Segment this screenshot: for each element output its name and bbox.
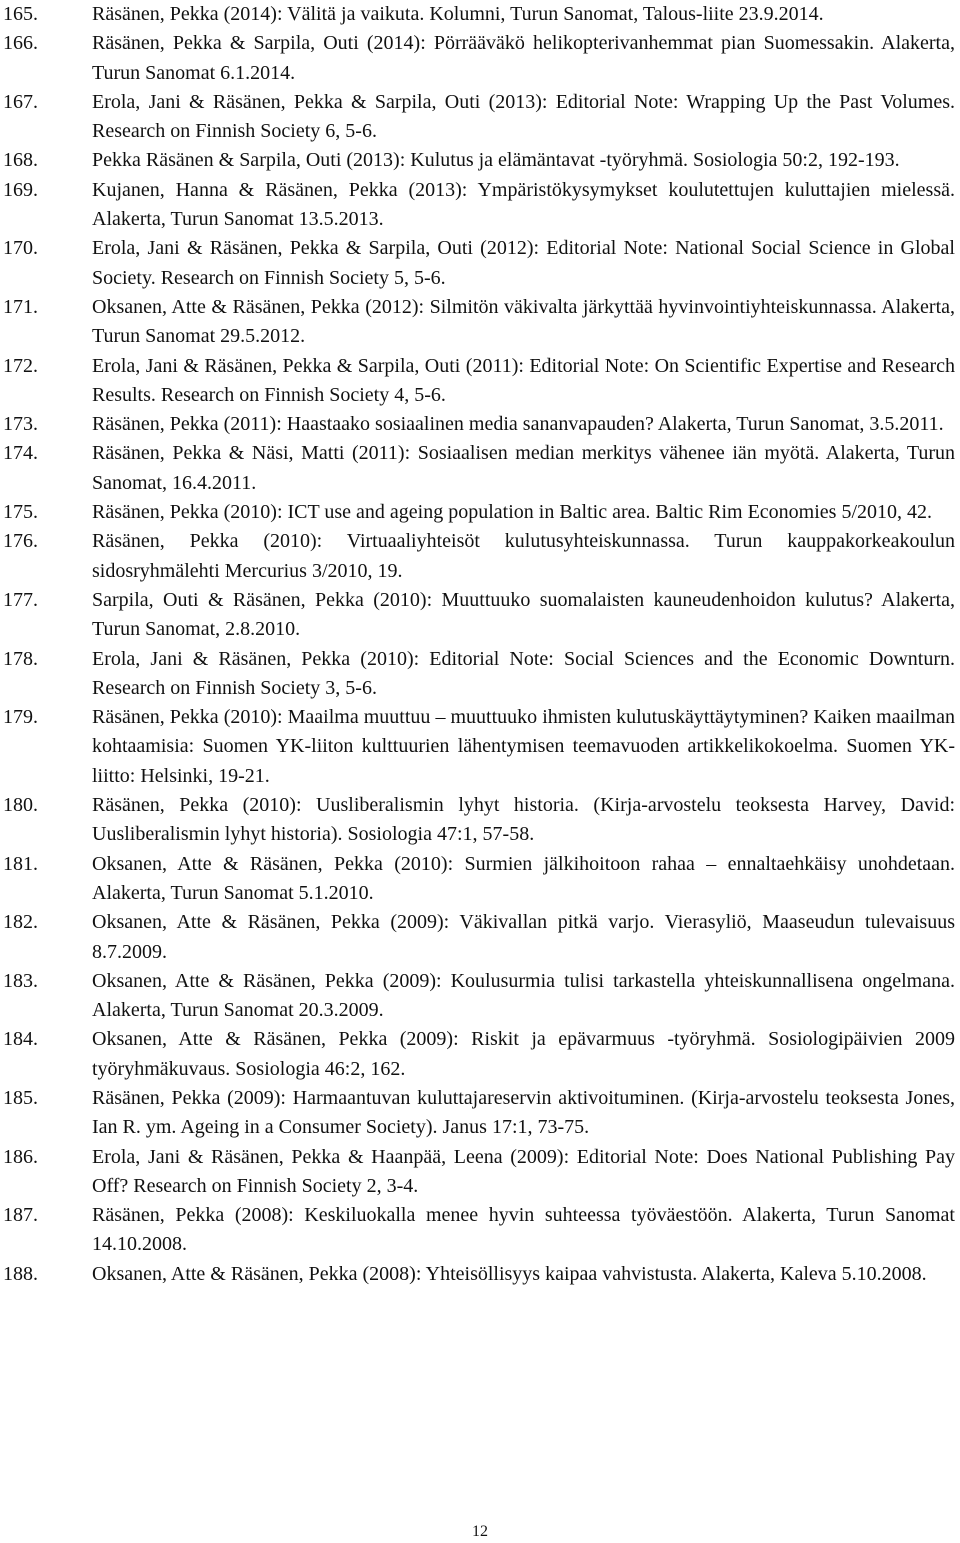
reference-text: Räsänen, Pekka & Näsi, Matti (2011): Sosiaalisen median merkitys vähenee iän myötä. Alakerta, Turun Sanomat, 16.4.2011. [92,442,955,494]
reference-number: 174. [3,442,38,465]
reference-item [3,498,955,527]
reference-text: Sarpila, Outi & Räsänen, Pekka (2010): Muuttuuko suomalaisten kauneudenhoidon kulutus? Alakerta, Turun Sanomat, 2.8.2010. [92,588,955,641]
reference-number: 166. [3,32,38,55]
reference-number: 179. [3,706,38,729]
reference-item [3,791,955,850]
reference-number: 169. [3,178,38,201]
reference-text: Räsänen, Pekka (2010): Uusliberalismin lyhyt historia. (Kirja-arvostelu teoksesta Harvey, David: Uusliberalismin lyhyt historia). Sosiologia 47:1, 57-58. [92,794,955,846]
reference-number: 171. [3,295,38,318]
reference-number: 165. [3,3,38,25]
reference-item [3,352,955,411]
reference-number: 186. [3,1145,38,1168]
reference-number: 177. [3,588,38,611]
reference-item [3,410,955,439]
reference-text: Oksanen, Atte & Räsänen, Pekka (2009): Väkivallan pitkä varjo. Vierasyliö, Maaseudun tulevaisuus 8.7.2009. [92,911,955,963]
reference-text: Erola, Jani & Räsänen, Pekka & Sarpila, Outi (2012): Editorial Note: National Social Science in Global Society. Research on Finnish Society 5, 5-6. [92,237,955,289]
reference-item [3,293,955,352]
reference-number: 187. [3,1204,38,1227]
reference-text: Oksanen, Atte & Räsänen, Pekka (2012): Silmitön väkivalta järkyttää hyvinvointiyhteiskunnassa. Alakerta, Turun Sanomat 29.5.2012. [92,295,955,348]
reference-number: 178. [3,647,38,670]
reference-text: Räsänen, Pekka (2011): Haastaako sosiaalinen media sananvapauden? Alakerta, Turun Sanomat, 3.5.2011. [92,413,944,436]
reference-item [3,146,955,175]
reference-number: 183. [3,969,38,992]
reference-item [3,1201,955,1260]
reference-item [3,439,955,498]
reference-number: 172. [3,354,38,377]
reference-item [3,1143,955,1202]
reference-item [3,1084,955,1143]
reference-number: 184. [3,1028,38,1051]
reference-text: Oksanen, Atte & Räsänen, Pekka (2009): Koulusurmia tulisi tarkastella yhteiskunnallisena ongelmana. Alakerta, Turun Sanomat 20.3.2009. [92,969,955,1022]
reference-item [3,908,955,967]
reference-text: Kujanen, Hanna & Räsänen, Pekka (2013): Ympäristökysymykset koulutettujen kuluttajien mielessä. Alakerta, Turun Sanomat 13.5.2013. [92,178,955,231]
reference-item [3,850,955,909]
reference-text: Räsänen, Pekka (2010): Virtuaaliyhteisöt kulutusyhteiskunnassa. Turun kauppakorkeakoulun sidosryhmälehti Mercurius 3/2010, 19. [92,530,955,582]
reference-item [3,234,955,293]
reference-text: Erola, Jani & Räsänen, Pekka (2010): Editorial Note: Social Sciences and the Economic Downturn. Research on Finnish Society 3, 5-6. [92,647,955,699]
reference-item [3,0,955,29]
reference-list [3,0,955,1289]
reference-item [3,586,955,645]
reference-item [3,1025,955,1084]
reference-item [3,703,955,791]
reference-text: Oksanen, Atte & Räsänen, Pekka (2010): Surmien jälkihoitoon rahaa – ennaltaehkäisy unohdetaan. Alakerta, Turun Sanomat 5.1.2010. [92,852,955,904]
reference-number: 167. [3,90,38,113]
reference-number: 176. [3,530,38,553]
reference-text: Pekka Räsänen & Sarpila, Outi (2013): Kulutus ja elämäntavat -työryhmä. Sosiologia 50:2, 192-193. [92,149,900,172]
page-number: 12 [472,1523,488,1540]
reference-number: 175. [3,501,38,524]
reference-text: Räsänen, Pekka (2014): Välitä ja vaikuta. Kolumni, Turun Sanomat, Talous-liite 23.9.2014. [92,3,824,25]
reference-number: 170. [3,237,38,260]
reference-text: Erola, Jani & Räsänen, Pekka & Haanpää, Leena (2009): Editorial Note: Does National Publishing Pay Off? Research on Finnish Society 2, 3-4. [92,1145,955,1197]
reference-number: 181. [3,852,38,875]
reference-text: Oksanen, Atte & Räsänen, Pekka (2008): Yhteisöllisyys kaipaa vahvistusta. Alakerta, Kaleva 5.10.2008. [92,1262,927,1285]
reference-number: 188. [3,1262,38,1285]
reference-item [3,176,955,235]
reference-item [3,967,955,1026]
reference-item [3,29,955,88]
reference-text: Erola, Jani & Räsänen, Pekka & Sarpila, Outi (2013): Editorial Note: Wrapping Up the Past Volumes. Research on Finnish Society 6, 5-6. [92,90,955,143]
reference-item [3,88,955,147]
reference-text: Räsänen, Pekka (2010): Maailma muuttuu – muuttuuko ihmisten kulutuskäyttäytyminen? Kaiken maailman kohtaamisia: Suomen YK-liiton kulttuurien lähentymisen teemavuoden artikkelikokoelma. Suomen YK-liitto: Helsinki, 19-21. [92,706,955,787]
reference-number: 182. [3,911,38,934]
reference-item [3,527,955,586]
reference-text: Räsänen, Pekka (2010): ICT use and ageing population in Baltic area. Baltic Rim Economies 5/2010, 42. [92,501,933,524]
reference-text: Erola, Jani & Räsänen, Pekka & Sarpila, Outi (2011): Editorial Note: On Scientific Expertise and Research Results. Research on Finnish Society 4, 5-6. [92,354,955,406]
reference-text: Räsänen, Pekka & Sarpila, Outi (2014): Pörrääväkö helikopterivanhemmat pian Suomessakin. Alakerta, Turun Sanomat 6.1.2014. [92,32,955,84]
reference-number: 185. [3,1086,38,1109]
reference-text: Räsänen, Pekka (2008): Keskiluokalla menee hyvin suhteessa työväestöön. Alakerta, Turun Sanomat 14.10.2008. [92,1204,955,1256]
reference-number: 173. [3,413,38,436]
reference-item [3,1260,955,1289]
reference-number: 180. [3,794,38,817]
reference-text: Räsänen, Pekka (2009): Harmaantuvan kuluttajareservin aktivoituminen. (Kirja-arvostelu teoksesta Jones, Ian R. ym. Ageing in a Consumer Society). Janus 17:1, 73-75. [92,1086,955,1139]
reference-text: Oksanen, Atte & Räsänen, Pekka (2009): Riskit ja epävarmuus -työryhmä. Sosiologipäivien 2009 työryhmäkuvaus. Sosiologia 46:2, 162. [92,1028,955,1080]
reference-number: 168. [3,149,38,172]
reference-item [3,645,955,704]
